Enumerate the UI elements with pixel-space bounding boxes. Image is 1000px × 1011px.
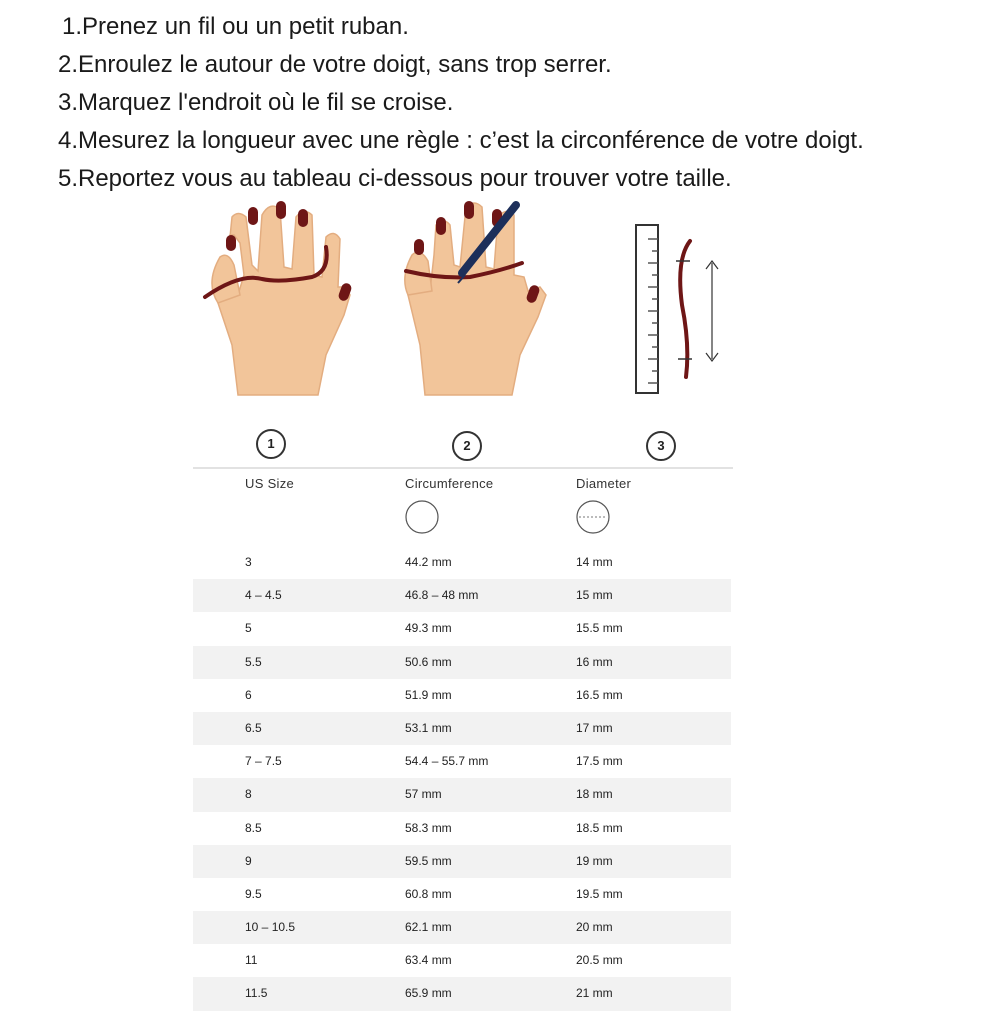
diameter-circle-icon bbox=[574, 500, 612, 534]
cell-circumference: 57 mm bbox=[405, 787, 442, 802]
measurement-illustrations bbox=[0, 195, 1000, 470]
table-row bbox=[193, 646, 731, 679]
table-row bbox=[193, 911, 731, 944]
cell-diameter: 15.5 mm bbox=[576, 621, 623, 636]
header-circumference: Circumference bbox=[405, 476, 494, 491]
table-row bbox=[193, 679, 731, 712]
cell-us-size: 8.5 bbox=[245, 820, 262, 835]
instruction-step: 5. Reportez vous au tableau ci-dessous pour trouver votre taille. bbox=[57, 165, 732, 192]
cell-us-size: 3 bbox=[245, 555, 252, 569]
instructions-list bbox=[56, 8, 986, 198]
header-diameter: Diameter bbox=[576, 476, 632, 491]
cell-diameter: 19.5 mm bbox=[576, 886, 623, 901]
cell-circumference: 51.9 mm bbox=[405, 687, 452, 702]
step-badge: 2 bbox=[452, 431, 482, 461]
cell-diameter: 18.5 mm bbox=[576, 820, 623, 835]
ring-size-table bbox=[193, 466, 731, 1011]
cell-diameter: 19 mm bbox=[576, 853, 613, 868]
cell-us-size: 8 bbox=[245, 787, 252, 802]
instruction-step: 1. Prenez un fil ou un petit ruban. bbox=[61, 13, 409, 40]
cell-circumference: 63.4 mm bbox=[405, 953, 452, 968]
table-header bbox=[193, 466, 731, 546]
double-arrow-icon bbox=[706, 261, 718, 361]
cell-diameter: 18 mm bbox=[576, 787, 613, 802]
cell-diameter: 17.5 mm bbox=[576, 754, 623, 769]
table-row bbox=[193, 944, 731, 977]
cell-circumference: 60.8 mm bbox=[405, 886, 452, 901]
cell-us-size: 7 – 7.5 bbox=[245, 754, 282, 769]
table-row bbox=[193, 745, 731, 778]
table-row bbox=[193, 845, 731, 878]
cell-diameter: 16.5 mm bbox=[576, 687, 623, 702]
cell-circumference: 62.1 mm bbox=[405, 920, 452, 935]
table-row bbox=[193, 878, 731, 911]
cell-us-size: 9 bbox=[245, 853, 252, 868]
hand-with-string-icon bbox=[205, 201, 353, 395]
cell-circumference: 53.1 mm bbox=[405, 720, 452, 735]
cell-us-size: 6.5 bbox=[245, 720, 262, 735]
cell-circumference: 65.9 mm bbox=[405, 986, 452, 1001]
table-row bbox=[193, 612, 731, 645]
cell-diameter: 16 mm bbox=[576, 654, 613, 669]
cell-circumference: 58.3 mm bbox=[405, 820, 452, 835]
header-us-size: US Size bbox=[245, 476, 295, 491]
cell-us-size: 11 bbox=[245, 953, 258, 968]
cell-us-size: 6 bbox=[245, 687, 252, 702]
circumference-circle-icon bbox=[403, 500, 441, 534]
cell-diameter: 14 mm bbox=[576, 555, 613, 569]
cell-us-size: 11.5 bbox=[245, 986, 268, 1001]
cell-diameter: 20 mm bbox=[576, 920, 613, 935]
step-badge: 1 bbox=[256, 429, 286, 459]
illustration-svg bbox=[0, 195, 1000, 470]
table-row bbox=[193, 778, 731, 811]
cell-us-size: 5 bbox=[245, 621, 252, 636]
instruction-step: 3. Marquez l'endroit où le fil se croise. bbox=[57, 89, 454, 116]
table-row bbox=[193, 977, 731, 1010]
table-row bbox=[193, 712, 731, 745]
measured-string-icon bbox=[676, 241, 692, 377]
cell-circumference: 44.2 mm bbox=[405, 555, 452, 569]
cell-us-size: 10 – 10.5 bbox=[245, 920, 296, 935]
table-row bbox=[193, 546, 731, 579]
cell-circumference: 50.6 mm bbox=[405, 654, 452, 669]
cell-circumference: 49.3 mm bbox=[405, 621, 452, 636]
instruction-step: 4. Mesurez la longueur avec une règle : c’est la circonférence de votre doigt. bbox=[57, 127, 864, 154]
cell-us-size: 4 – 4.5 bbox=[245, 588, 282, 603]
table-body bbox=[193, 546, 731, 1011]
cell-us-size: 9.5 bbox=[245, 886, 262, 901]
cell-diameter: 15 mm bbox=[576, 588, 613, 603]
table-row bbox=[193, 579, 731, 612]
cell-circumference: 54.4 – 55.7 mm bbox=[405, 754, 489, 769]
ruler-icon bbox=[636, 225, 658, 393]
cell-circumference: 59.5 mm bbox=[405, 853, 452, 868]
cell-diameter: 21 mm bbox=[576, 986, 613, 1001]
cell-us-size: 5.5 bbox=[245, 654, 262, 669]
cell-diameter: 20.5 mm bbox=[576, 953, 623, 968]
cell-circumference: 46.8 – 48 mm bbox=[405, 588, 479, 603]
table-row bbox=[193, 812, 731, 845]
hand-with-pen-icon bbox=[405, 201, 546, 395]
cell-diameter: 17 mm bbox=[576, 720, 613, 735]
step-badge: 3 bbox=[646, 431, 676, 461]
instruction-step: 2. Enroulez le autour de votre doigt, sans trop serrer. bbox=[57, 51, 612, 78]
